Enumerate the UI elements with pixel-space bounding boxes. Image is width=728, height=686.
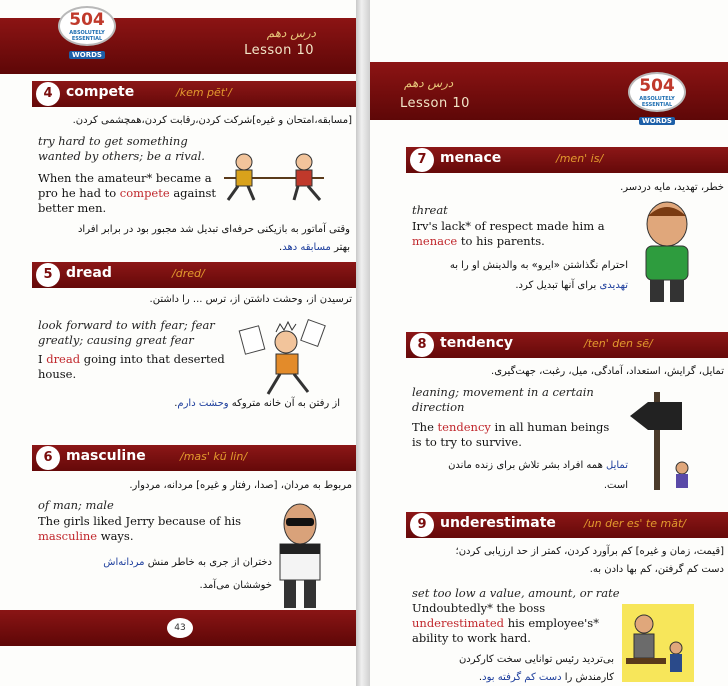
book-logo bbox=[58, 6, 116, 59]
example-text: Undoubtedly* the boss bbox=[412, 601, 546, 615]
persian-text: . bbox=[279, 242, 283, 253]
pronunciation: /ten' den sē/ bbox=[584, 337, 653, 350]
masculine-man-illustration bbox=[268, 500, 332, 612]
persian-keyword: وحشت دارم bbox=[177, 398, 229, 409]
example-text: The bbox=[412, 420, 438, 434]
definition: try hard to get something wanted by others; be a rival. bbox=[38, 134, 205, 163]
persian-example-line-2: است. bbox=[603, 480, 628, 491]
logo-number: 504 bbox=[69, 10, 105, 30]
definition: of man; male bbox=[38, 498, 114, 512]
example-text: ways. bbox=[97, 529, 134, 543]
book-logo bbox=[628, 72, 686, 125]
lesson-title-fa: درس دهم bbox=[266, 26, 316, 40]
lesson-title-fa: درس دهم bbox=[404, 76, 454, 90]
example-sentence bbox=[412, 601, 618, 646]
page-header bbox=[0, 18, 356, 74]
right-page bbox=[370, 0, 728, 686]
word-bar-tendency bbox=[406, 332, 728, 358]
pronunciation: /dred/ bbox=[172, 267, 205, 280]
pronunciation: /kem pēt'/ bbox=[176, 86, 232, 99]
scared-man-illustration bbox=[238, 318, 332, 398]
word-number: 4 bbox=[36, 82, 60, 106]
persian-text: دختران از جری به خاطر منش bbox=[144, 557, 272, 568]
boss-desk-illustration bbox=[622, 604, 694, 682]
lesson-title-en: Lesson 10 bbox=[244, 43, 314, 58]
persian-meaning: مربوط به مردان، [صدا، رفتار و غیره] مردانه، مردوار. bbox=[129, 480, 352, 491]
word-bar-menace bbox=[406, 147, 728, 173]
persian-keyword: تمایل bbox=[606, 460, 628, 471]
persian-meaning: [مسابقه،امتحان و غیره]شرکت کردن،رقابت کردن،همچشمی کردن. bbox=[72, 115, 352, 126]
persian-text: برای آنها تبدیل کرد. bbox=[515, 280, 600, 291]
example-text: to his parents. bbox=[457, 234, 545, 248]
pronunciation: /un der es' te māt/ bbox=[584, 517, 686, 530]
pronunciation: /men' is/ bbox=[556, 152, 604, 165]
persian-meaning: [قیمت، زمان و غیره] کم برآورد کردن، کمتر از حد ارزیابی کردن؛ bbox=[455, 546, 724, 557]
persian-meaning: ترسیدن از، وحشت داشتن از، ترس ... را داشتن. bbox=[149, 294, 352, 305]
example-text: When the amateur* became a pro he had to bbox=[38, 171, 212, 200]
logo-subtitle: ABSOLUTELY ESSENTIAL bbox=[639, 96, 675, 108]
definition: set too low a value, amount, or rate bbox=[412, 586, 620, 600]
persian-keyword: دست کم گرفته بود bbox=[482, 672, 562, 683]
word-bar-compete bbox=[32, 81, 356, 107]
word-title: menace bbox=[440, 150, 502, 166]
persian-example-line-2: خوششان می‌آمد. bbox=[199, 580, 272, 591]
persian-keyword: مردانه‌اش bbox=[103, 557, 145, 568]
word-title: masculine bbox=[66, 448, 146, 464]
example-sentence bbox=[38, 352, 228, 382]
page-footer bbox=[0, 610, 356, 646]
persian-text: کارمندش را bbox=[561, 672, 614, 683]
word-number: 9 bbox=[410, 513, 434, 537]
persian-text: همه افراد بشر تلاش برای زنده ماندن bbox=[448, 460, 607, 471]
persian-meaning-line-2: دست کم گرفتن، کم بها دادن به. bbox=[589, 564, 724, 575]
definition: threat bbox=[412, 203, 448, 217]
persian-example bbox=[36, 555, 272, 571]
example-sentence bbox=[38, 514, 248, 544]
word-title: compete bbox=[66, 84, 135, 100]
example-sentence bbox=[412, 219, 616, 249]
example-text: Irv's lack* of respect made him a bbox=[412, 219, 605, 233]
keyword: compete bbox=[119, 186, 170, 200]
word-bar-masculine bbox=[32, 445, 356, 471]
keyword: dread bbox=[46, 352, 81, 366]
persian-keyword: تهدیدی bbox=[599, 280, 628, 291]
logo-number: 504 bbox=[639, 76, 675, 96]
page-number: 43 bbox=[167, 618, 193, 638]
persian-text: . bbox=[478, 672, 483, 683]
word-bar-dread bbox=[32, 262, 356, 288]
persian-text: از رفتن به آن خانه متروکه bbox=[228, 398, 340, 409]
word-number: 7 bbox=[410, 148, 434, 172]
logo-subtitle: ABSOLUTELY ESSENTIAL bbox=[69, 30, 105, 42]
word-title: dread bbox=[66, 265, 112, 281]
example-text: going into that deserted house. bbox=[38, 352, 225, 381]
persian-example bbox=[40, 396, 340, 412]
persian-example-line-2 bbox=[406, 278, 628, 294]
lesson-title-en: Lesson 10 bbox=[400, 96, 470, 111]
persian-example-line-2 bbox=[406, 670, 614, 686]
example-sentence bbox=[38, 171, 228, 216]
tug-of-war-illustration bbox=[218, 148, 330, 204]
example-text: in all human beings is to try to survive. bbox=[412, 420, 610, 449]
persian-example: احترام نگذاشتن «ایرو» به والدینش او را به bbox=[449, 260, 628, 271]
book-gutter bbox=[356, 0, 370, 686]
example-text: his employee's* ability to work hard. bbox=[412, 616, 599, 645]
word-title: underestimate bbox=[440, 515, 556, 531]
persian-example bbox=[406, 458, 628, 474]
persian-example-line-2 bbox=[30, 240, 350, 256]
example-text: against better men. bbox=[38, 186, 217, 215]
left-page bbox=[0, 0, 356, 686]
persian-example: وقتی آماتور به بازیکنی حرفه‌ای تبدیل شد مجبور بود در برابر افراد bbox=[77, 224, 350, 235]
word-number: 5 bbox=[36, 263, 60, 287]
logo-words: WORDS bbox=[69, 51, 105, 59]
definition: leaning; movement in a certain direction bbox=[412, 385, 594, 414]
word-title: tendency bbox=[440, 335, 514, 351]
keyword: menace bbox=[412, 234, 458, 248]
definition: look forward to with fear; fear greatly; causing great fear bbox=[38, 318, 215, 347]
persian-meaning: خطر، تهدید، مایه دردسر. bbox=[620, 182, 724, 193]
persian-example: بی‌تردید رئیس توانایی سخت کارکردن bbox=[458, 654, 614, 665]
persian-keyword: مسابقه دهد bbox=[282, 242, 331, 253]
keyword: underestimated bbox=[412, 616, 505, 630]
example-sentence bbox=[412, 420, 612, 450]
example-text: The girls liked Jerry because of his bbox=[38, 514, 242, 528]
persian-text: . bbox=[174, 398, 178, 409]
keyword: masculine bbox=[38, 529, 98, 543]
pronunciation: /mas' kū lin/ bbox=[180, 450, 248, 463]
angry-boy-illustration bbox=[632, 200, 702, 306]
logo-words: WORDS bbox=[639, 117, 675, 125]
persian-meaning: تمایل، گرایش، استعداد، آمادگی، میل، رغبت، جهت‌گیری. bbox=[491, 366, 724, 377]
word-bar-underestimate bbox=[406, 512, 728, 538]
word-number: 6 bbox=[36, 446, 60, 470]
signpost-illustration bbox=[628, 388, 700, 492]
example-text: I bbox=[38, 352, 47, 366]
keyword: tendency bbox=[437, 420, 491, 434]
word-number: 8 bbox=[410, 333, 434, 357]
persian-text: بهتر bbox=[330, 242, 350, 253]
